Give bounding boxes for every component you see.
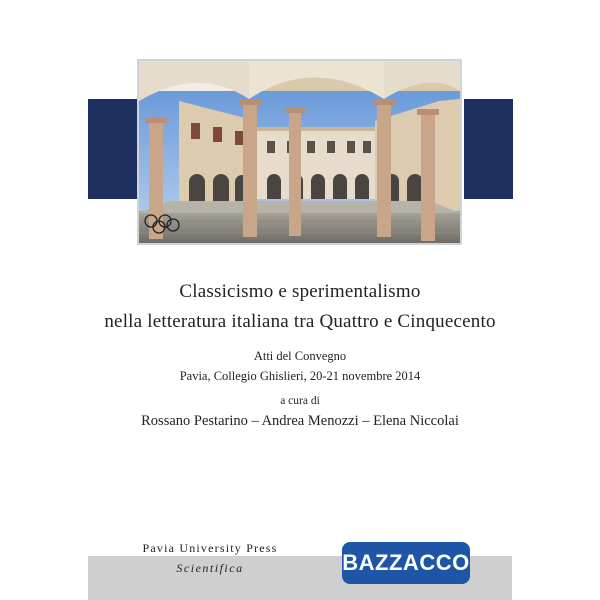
series-name: Scientifica xyxy=(176,561,244,575)
conference-place-date: Pavia, Collegio Ghislieri, 20-21 novembre 2014 xyxy=(179,369,421,383)
book-title-line1: Classicismo e sperimentalismo xyxy=(179,281,421,302)
cover-band-right xyxy=(464,99,513,199)
editors-names: Rossano Pestarino – Andrea Menozzi – Elena Niccolai xyxy=(141,413,459,429)
cover-photo xyxy=(137,59,462,245)
book-title-line2: nella letteratura italiana tra Quattro e Cinquecento xyxy=(104,311,496,332)
cover-band-left xyxy=(88,99,137,199)
conference-label: Atti del Convegno xyxy=(253,349,347,363)
publisher-name: Pavia University Press xyxy=(142,541,278,555)
editors-label: a cura di xyxy=(280,395,320,407)
bazzacco-badge[interactable]: BAZZACCO xyxy=(342,542,470,584)
